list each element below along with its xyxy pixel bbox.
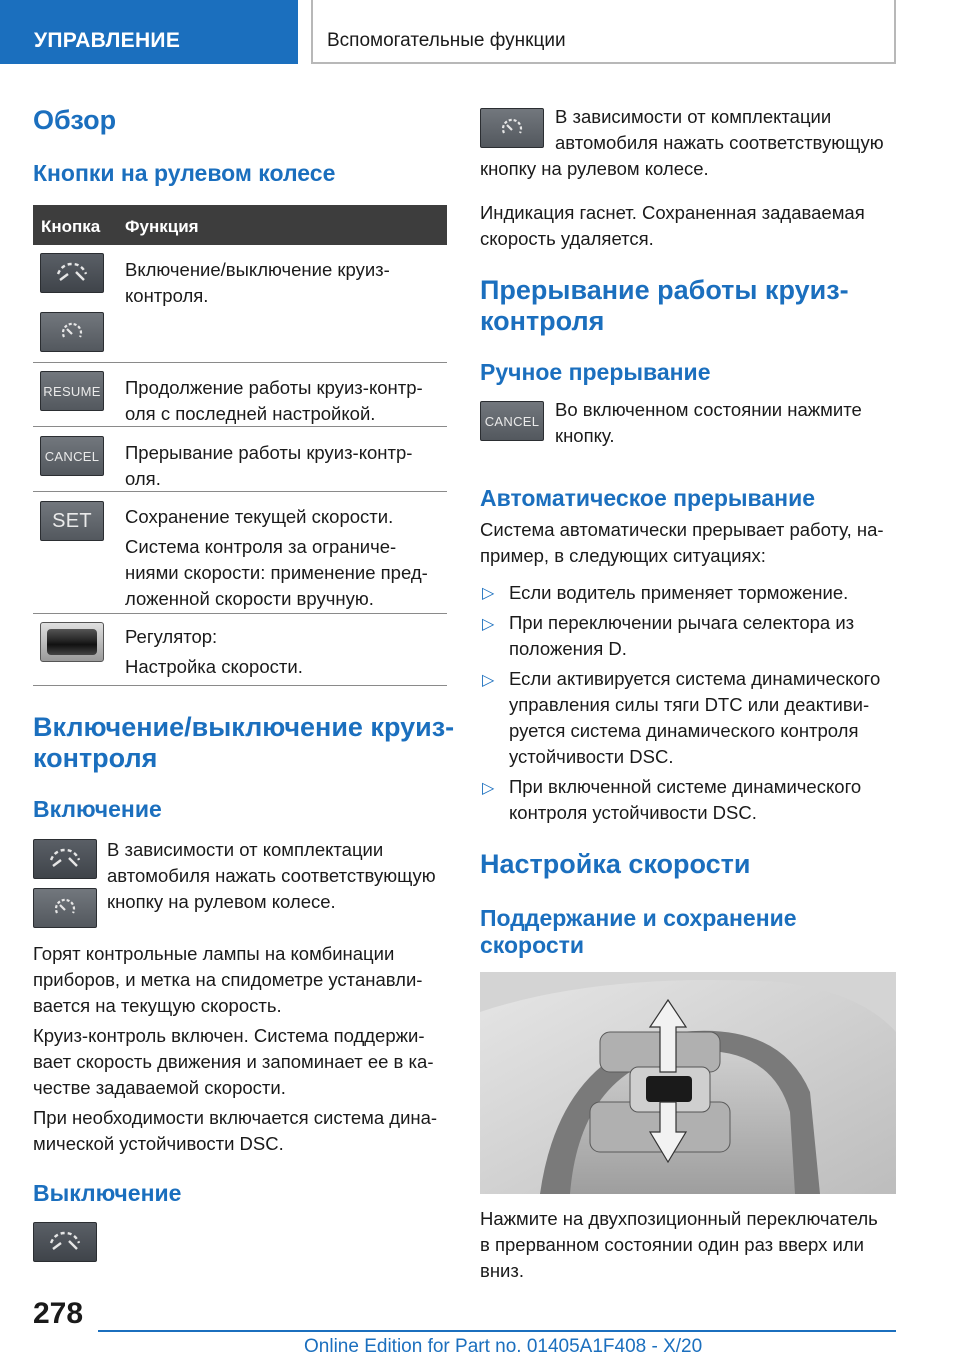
section-label: УПРАВЛЕНИЕ [34, 29, 181, 52]
cancel-button-icon [480, 401, 544, 441]
row4-text2-b: ниями скорости: применение пред- [125, 562, 428, 583]
row3-text-b: оля. [125, 468, 161, 489]
row2-text-a: Продолжение работы круиз-контр- [125, 377, 423, 398]
triangle-right-icon: ▷ [482, 780, 495, 797]
section-title-a: Включение/выключение круиз- [33, 712, 455, 742]
caption-b: в прерванном состоянии один раз вверх или [480, 1234, 864, 1255]
para1-c: вается на текущую скорость. [33, 995, 282, 1016]
row5-text2: Настройка скорости. [125, 656, 303, 677]
footer-edition: Online Edition for Part no. 01405A1F408 - X/20 [304, 1336, 703, 1357]
row2-text-b: оля с последней настройкой. [125, 403, 376, 424]
auto-title: Автоматическое прерывание [480, 485, 816, 511]
bullet3-text-c: руется система динамического контроля [509, 720, 859, 741]
bullet3-text-a: Если активируется система динамического [509, 668, 881, 689]
bullet2-text-b: положения D. [509, 638, 627, 659]
page-title: Обзор [33, 105, 117, 135]
hold-title-b: скорости [480, 932, 585, 958]
para1-a: Горят контрольные лампы на комбинации [33, 943, 395, 964]
steering-wheel-photo [480, 972, 896, 1194]
row-divider [33, 491, 447, 492]
manual-text-a: Во включенном состоянии нажмите [555, 399, 862, 420]
bullet3-text-b: управления силы тяги DTC или деактиви- [509, 694, 870, 715]
row5-text: Регулятор: [125, 626, 218, 647]
resume-button-icon [40, 371, 104, 411]
auto-text-b: пример, в следующих ситуациях: [480, 545, 766, 566]
row4-text: Сохранение текущей скорости. [125, 506, 394, 527]
right-top-text-a: В зависимости от комплектации [555, 106, 832, 127]
on-text-b: автомобиля нажать соответствующую [107, 865, 436, 886]
triangle-right-icon: ▷ [482, 672, 495, 689]
interrupt-title-a: Прерывание работы круиз- [480, 275, 849, 305]
cruise-control-icon [33, 839, 97, 879]
bullet1-text: Если водитель применяет торможение. [509, 582, 849, 603]
on-text-c: кнопку на рулевом колесе. [107, 891, 336, 912]
row1-text-b: контроля. [125, 285, 209, 306]
chapter-label: Вспомогательные функции [327, 30, 566, 51]
para3-a: При необходимости включается система дина- [33, 1107, 438, 1128]
manual-text-b: кнопку. [555, 425, 615, 446]
bullet2-text-a: При переключении рычага селектора из [509, 612, 855, 633]
hold-title-a: Поддержание и сохранение [480, 905, 797, 931]
table-header [33, 205, 447, 245]
resume-label: RESUME [43, 383, 101, 399]
row4-text2-a: Система контроля за ограниче- [125, 536, 397, 557]
triangle-right-icon: ▷ [482, 616, 495, 633]
para3-b: мической устойчивости DSC. [33, 1133, 284, 1154]
on-title: Включение [33, 796, 162, 822]
cancel-label: CANCEL [484, 413, 540, 429]
bullet3-text-d: устойчивости DSC. [509, 746, 674, 767]
indicator-text-b: скорость удаляется. [480, 228, 654, 249]
row-divider [33, 362, 447, 363]
footer-divider [98, 1330, 896, 1332]
right-top-text-c: кнопку на рулевом колесе. [480, 158, 709, 179]
right-top-text-b: автомобиля нажать соответствующую [555, 132, 884, 153]
row-divider [33, 613, 447, 614]
cruise-control-icon [33, 1222, 97, 1262]
off-title: Выключение [33, 1180, 182, 1206]
set-button-icon [40, 501, 104, 541]
indicator-text-a: Индикация гаснет. Сохраненная задаваемая [480, 202, 865, 223]
row3-text-a: Прерывание работы круиз-контр- [125, 442, 413, 463]
speedometer-icon [480, 108, 544, 148]
speed-title: Настройка скорости [480, 849, 751, 879]
para2-b: вает скорость движения и запоминает ее в ка- [33, 1051, 434, 1072]
speedometer-icon [33, 888, 97, 928]
rocker-switch-icon [40, 622, 104, 662]
col-header-button: Кнопка [41, 217, 101, 236]
speedometer-icon [40, 312, 104, 352]
manual-title: Ручное прерывание [480, 359, 711, 385]
col-header-function: Функция [125, 217, 199, 236]
subtitle-buttons: Кнопки на рулевом колесе [33, 160, 336, 186]
bullet4-text-b: контроля устойчивости DSC. [509, 802, 757, 823]
set-label: SET [52, 509, 92, 532]
cancel-label: CANCEL [44, 448, 100, 464]
para1-b: приборов, и метка на спидометре устанавли- [33, 969, 423, 990]
section-tab [0, 0, 298, 64]
on-text-a: В зависимости от комплектации [107, 839, 384, 860]
row4-text2-c: ложенной скорости вручную. [125, 588, 374, 609]
row-divider [33, 685, 447, 686]
bullet4-text-a: При включенной системе динамического [509, 776, 862, 797]
interrupt-title-b: контроля [480, 306, 605, 336]
para2-c: честве задаваемой скорости. [33, 1077, 286, 1098]
row-divider [33, 426, 447, 427]
page-number: 278 [33, 1297, 84, 1330]
para2-a: Круиз-контроль включен. Система поддержи- [33, 1025, 425, 1046]
caption-c: вниз. [480, 1260, 525, 1281]
auto-text-a: Система автоматически прерывает работу, на- [480, 519, 884, 540]
section-title-b: контроля [33, 743, 158, 773]
caption-a: Нажмите на двухпозиционный переключатель [480, 1208, 878, 1229]
cruise-control-icon [40, 253, 104, 293]
triangle-right-icon: ▷ [482, 585, 495, 602]
chapter-tab [311, 0, 896, 64]
row1-text-a: Включение/выключение круиз- [125, 259, 390, 280]
cancel-button-icon [40, 436, 104, 476]
